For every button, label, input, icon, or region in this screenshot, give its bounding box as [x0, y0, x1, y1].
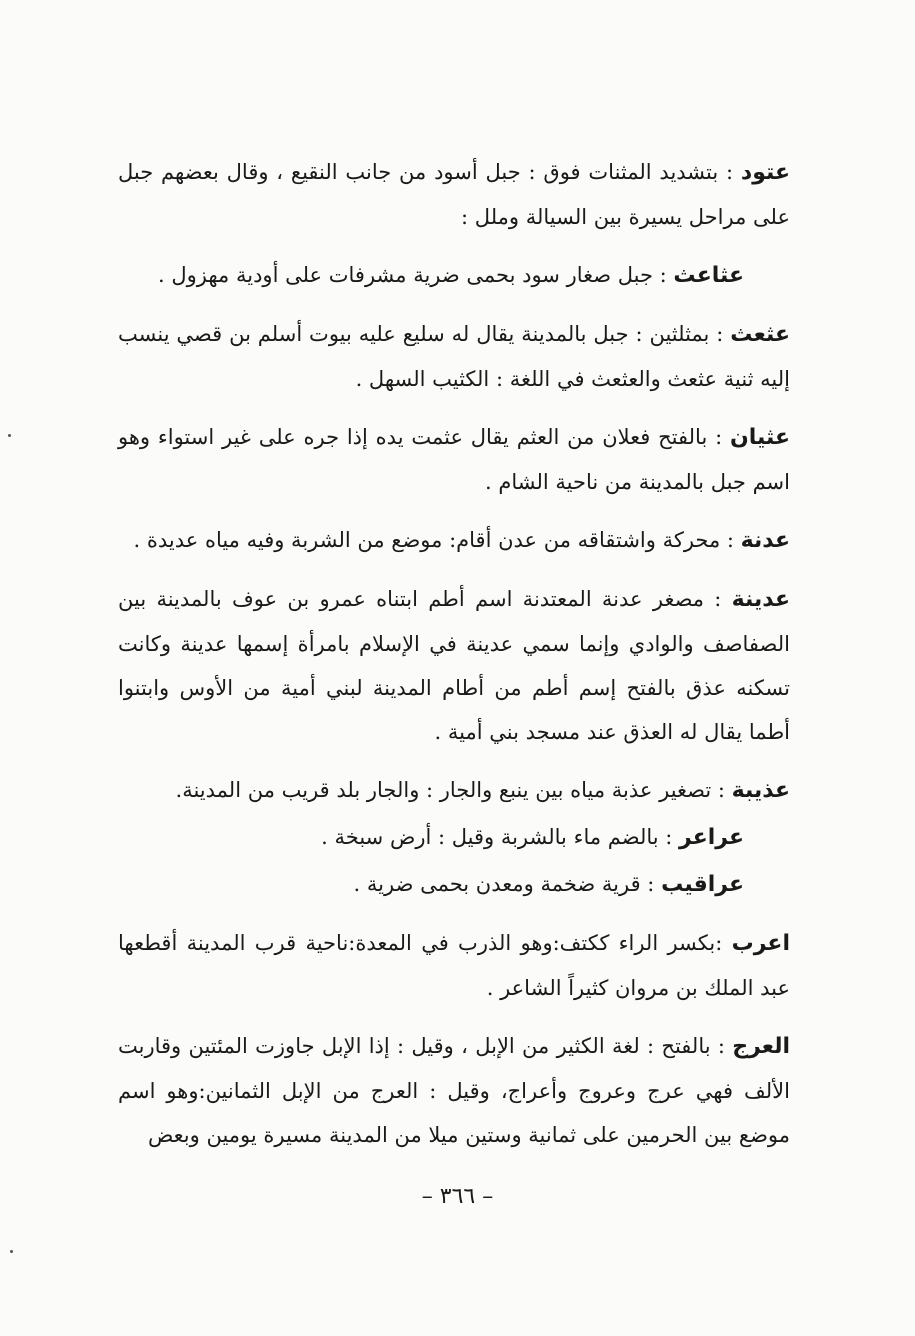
scan-speck — [10, 1250, 13, 1253]
entry-body: : مصغر عدنة المعتدنة اسم أطم ابتناه عمرو بن عوف بالمدينة بين الصفاصف والوادي وإنما سمي عدينة في الإسلام بامرأة إسمها عدينة وكانت تسكنه عذق بالفتح إسم أطم من أطام المدينة لبني أمية من الأوس وابتنوا أطما يقال له العذق عند مسجد بني أمية . — [118, 587, 790, 744]
entry-body: : تصغير عذبة مياه بين ينبع والجار : والجار بلد قريب من المدينة. — [175, 778, 732, 802]
entry-headword: عثيان — [729, 425, 790, 450]
entry-body: : قرية ضخمة ومعدن بحمى ضرية . — [353, 872, 662, 896]
entry-body: : جبل صغار سود بحمى ضرية مشرفات على أودية مهزول . — [158, 263, 674, 287]
page-number: – ٣٦٦ – — [421, 1184, 494, 1209]
entry-headword: عثعث — [730, 322, 790, 347]
entry-headword: عراقيب — [661, 872, 744, 897]
entry-body: :بكسر الراء ككتف:وهو الذرب في المعدة:ناحية قرب المدينة أقطعها عبد الملك بن مروان كثيراً الشاعر . — [118, 931, 790, 1000]
entry-headword: عدينة — [731, 587, 790, 612]
entry-body: : بتشديد المثنات فوق : جبل أسود من جانب النقيع ، وقال بعضهم جبل على مراحل يسيرة بين السيالة وملل : — [118, 160, 790, 229]
entry-headword: العرج — [732, 1034, 790, 1059]
entry-headword: عراعر — [679, 825, 744, 850]
entry-araar — [118, 815, 790, 860]
entry-body: : بالضم ماء بالشربة وقيل : أرض سبخة . — [321, 825, 680, 849]
scan-speck — [8, 434, 11, 437]
entry-arib — [118, 921, 790, 1010]
entry-body: : بالفتح فعلان من العثم يقال عثمت يده إذا جره على غير استواء وهو اسم جبل بالمدينة من ناحية الشام . — [118, 425, 790, 494]
entry-body: : بالفتح : لغة الكثير من الإبل ، وقيل : إذا الإبل جاوزت المئتين وقاربت الألف فهي عرج وعروج وأعراج، وقيل : العرج من الإبل الثمانين:وهو اسم موضع بين الحرمين على ثمانية وستين ميلا من المدينة مسيرة يومين وبعض — [118, 1034, 790, 1147]
entry-araqib — [118, 862, 790, 907]
entry-al-arj — [118, 1024, 790, 1157]
entry-headword: اعرب — [731, 931, 790, 956]
entry-headword: عثاعث — [673, 263, 744, 288]
entry-atud — [118, 150, 790, 239]
entry-headword: عدنة — [740, 528, 790, 553]
entry-athaath — [118, 253, 790, 298]
entry-udhayba — [118, 768, 790, 813]
entry-headword: عتود — [740, 160, 790, 185]
entry-body: : محركة واشتقاقه من عدن أقام: موضع من الشربة وفيه مياه عديدة . — [133, 528, 741, 552]
entry-body: : بمثلثين : جبل بالمدينة يقال له سليع عليه بيوت أسلم بن قصي ينسب إليه ثنية عثعث والعثعث في اللغة : الكثيب السهل . — [118, 322, 790, 391]
main-text — [118, 150, 790, 1171]
entry-udayna — [118, 577, 790, 754]
entry-adana — [118, 518, 790, 563]
entry-athath — [118, 312, 790, 401]
entry-athyan — [118, 415, 790, 504]
entry-headword: عذيبة — [731, 778, 790, 803]
